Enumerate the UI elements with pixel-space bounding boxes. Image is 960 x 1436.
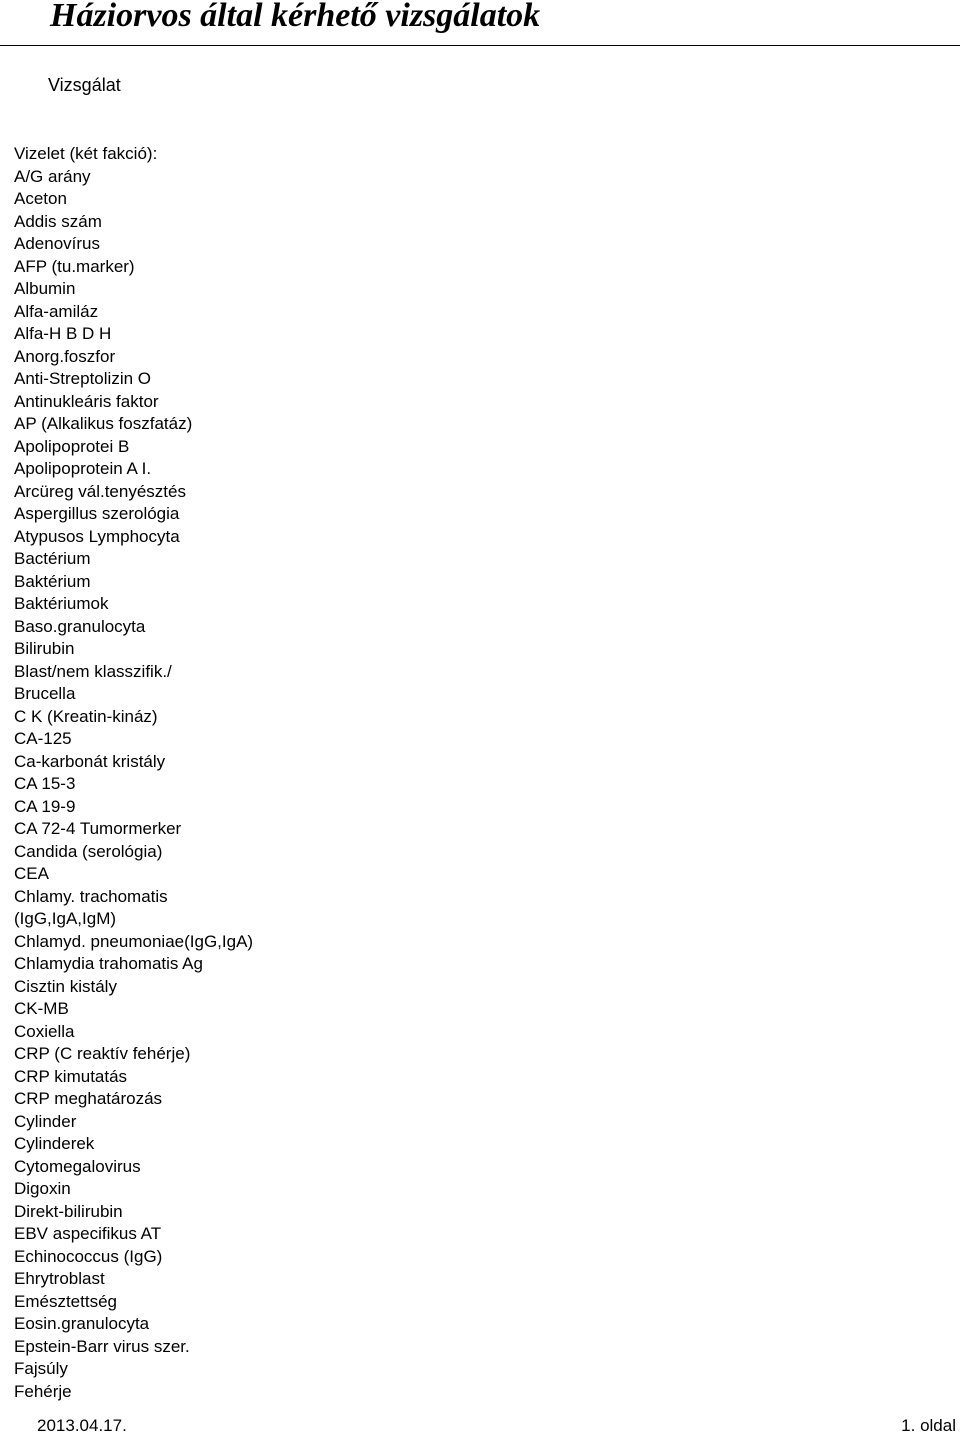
- test-item: Bilirubin: [14, 639, 75, 658]
- test-item: CEA: [14, 864, 49, 883]
- test-item: Atypusos Lymphocyta: [14, 526, 180, 546]
- test-item: Anti-Streptolizin O: [14, 369, 151, 388]
- footer-page-number: 1. oldal: [901, 1416, 956, 1435]
- test-item: Coxiella: [14, 1021, 75, 1041]
- test-item: Fehérje: [14, 1381, 72, 1401]
- test-item: Addis szám: [14, 211, 102, 231]
- test-item: Direkt-bilirubin: [14, 1201, 123, 1221]
- test-item: Albumin: [14, 279, 76, 298]
- test-item: AP (Alkalikus foszfatáz): [14, 414, 193, 433]
- test-item: CRP kimutatás: [14, 1066, 128, 1086]
- test-item: Ca-karbonát kristály: [14, 751, 166, 771]
- test-item: Cylinder: [14, 1111, 77, 1131]
- footer-date: 2013.04.17.: [37, 1416, 127, 1435]
- test-item: Aspergillus szerológia: [14, 504, 180, 523]
- test-item: Blast/nem klasszifik./: [14, 661, 172, 681]
- test-item: EBV aspecifikus AT: [14, 1224, 162, 1243]
- test-list: [14, 143, 253, 1403]
- test-item: Chlamy. trachomatis: [14, 886, 168, 906]
- test-item: Alfa-H B D H: [14, 324, 112, 343]
- test-item: Apolipoprotei B: [14, 436, 130, 456]
- test-item: Vizelet (két fakció):: [14, 144, 158, 163]
- test-item: Digoxin: [14, 1179, 71, 1198]
- test-item: Baso.granulocyta: [14, 616, 146, 636]
- test-item: Chlamyd. pneumoniae(IgG,IgA): [14, 931, 254, 951]
- test-item: CRP (C reaktív fehérje): [14, 1044, 191, 1063]
- test-item: AFP (tu.marker): [14, 256, 135, 276]
- test-item: Antinukleáris faktor: [14, 391, 159, 411]
- test-item: Baktériumok: [14, 594, 109, 613]
- test-item: CA 72-4 Tumormerker: [14, 819, 182, 838]
- test-item: CA 19-9: [14, 796, 76, 816]
- test-item: Aceton: [14, 189, 67, 208]
- test-item: Eosin.granulocyta: [14, 1314, 150, 1333]
- test-item: Baktérium: [14, 571, 91, 591]
- test-item: Epstein-Barr virus szer.: [14, 1336, 190, 1356]
- test-item: Arcüreg vál.tenyésztés: [14, 481, 186, 501]
- test-item: CK-MB: [14, 999, 69, 1018]
- test-item: Cylinderek: [14, 1134, 95, 1153]
- test-item: Ehrytroblast: [14, 1269, 105, 1288]
- test-item: (IgG,IgA,IgM): [14, 909, 117, 928]
- test-item: A/G arány: [14, 166, 91, 186]
- document-title: Háziorvos által kérhető vizsgálatok: [50, 0, 541, 34]
- test-item: Cytomegalovirus: [14, 1156, 141, 1176]
- test-item: Echinococcus (IgG): [14, 1246, 163, 1266]
- test-item: Cisztin kistály: [14, 976, 117, 996]
- test-item: Fajsúly: [14, 1359, 68, 1378]
- test-item: Alfa-amiláz: [14, 301, 99, 321]
- test-item: Brucella: [14, 684, 76, 703]
- test-item: CA-125: [14, 729, 72, 748]
- test-item: Emésztettség: [14, 1291, 117, 1311]
- test-item: CRP meghatározás: [14, 1089, 163, 1108]
- test-item: CA 15-3: [14, 774, 76, 793]
- column-header: Vizsgálat: [48, 75, 121, 95]
- title-divider: [0, 45, 960, 46]
- test-item: Anorg.foszfor: [14, 346, 116, 366]
- test-item: Bactérium: [14, 549, 91, 568]
- test-item: Adenovírus: [14, 234, 100, 253]
- test-item: Chlamydia trahomatis Ag: [14, 954, 203, 973]
- test-item: Apolipoprotein A I.: [14, 459, 152, 478]
- test-item: C K (Kreatin-kináz): [14, 706, 158, 726]
- test-item: Candida (serológia): [14, 841, 163, 861]
